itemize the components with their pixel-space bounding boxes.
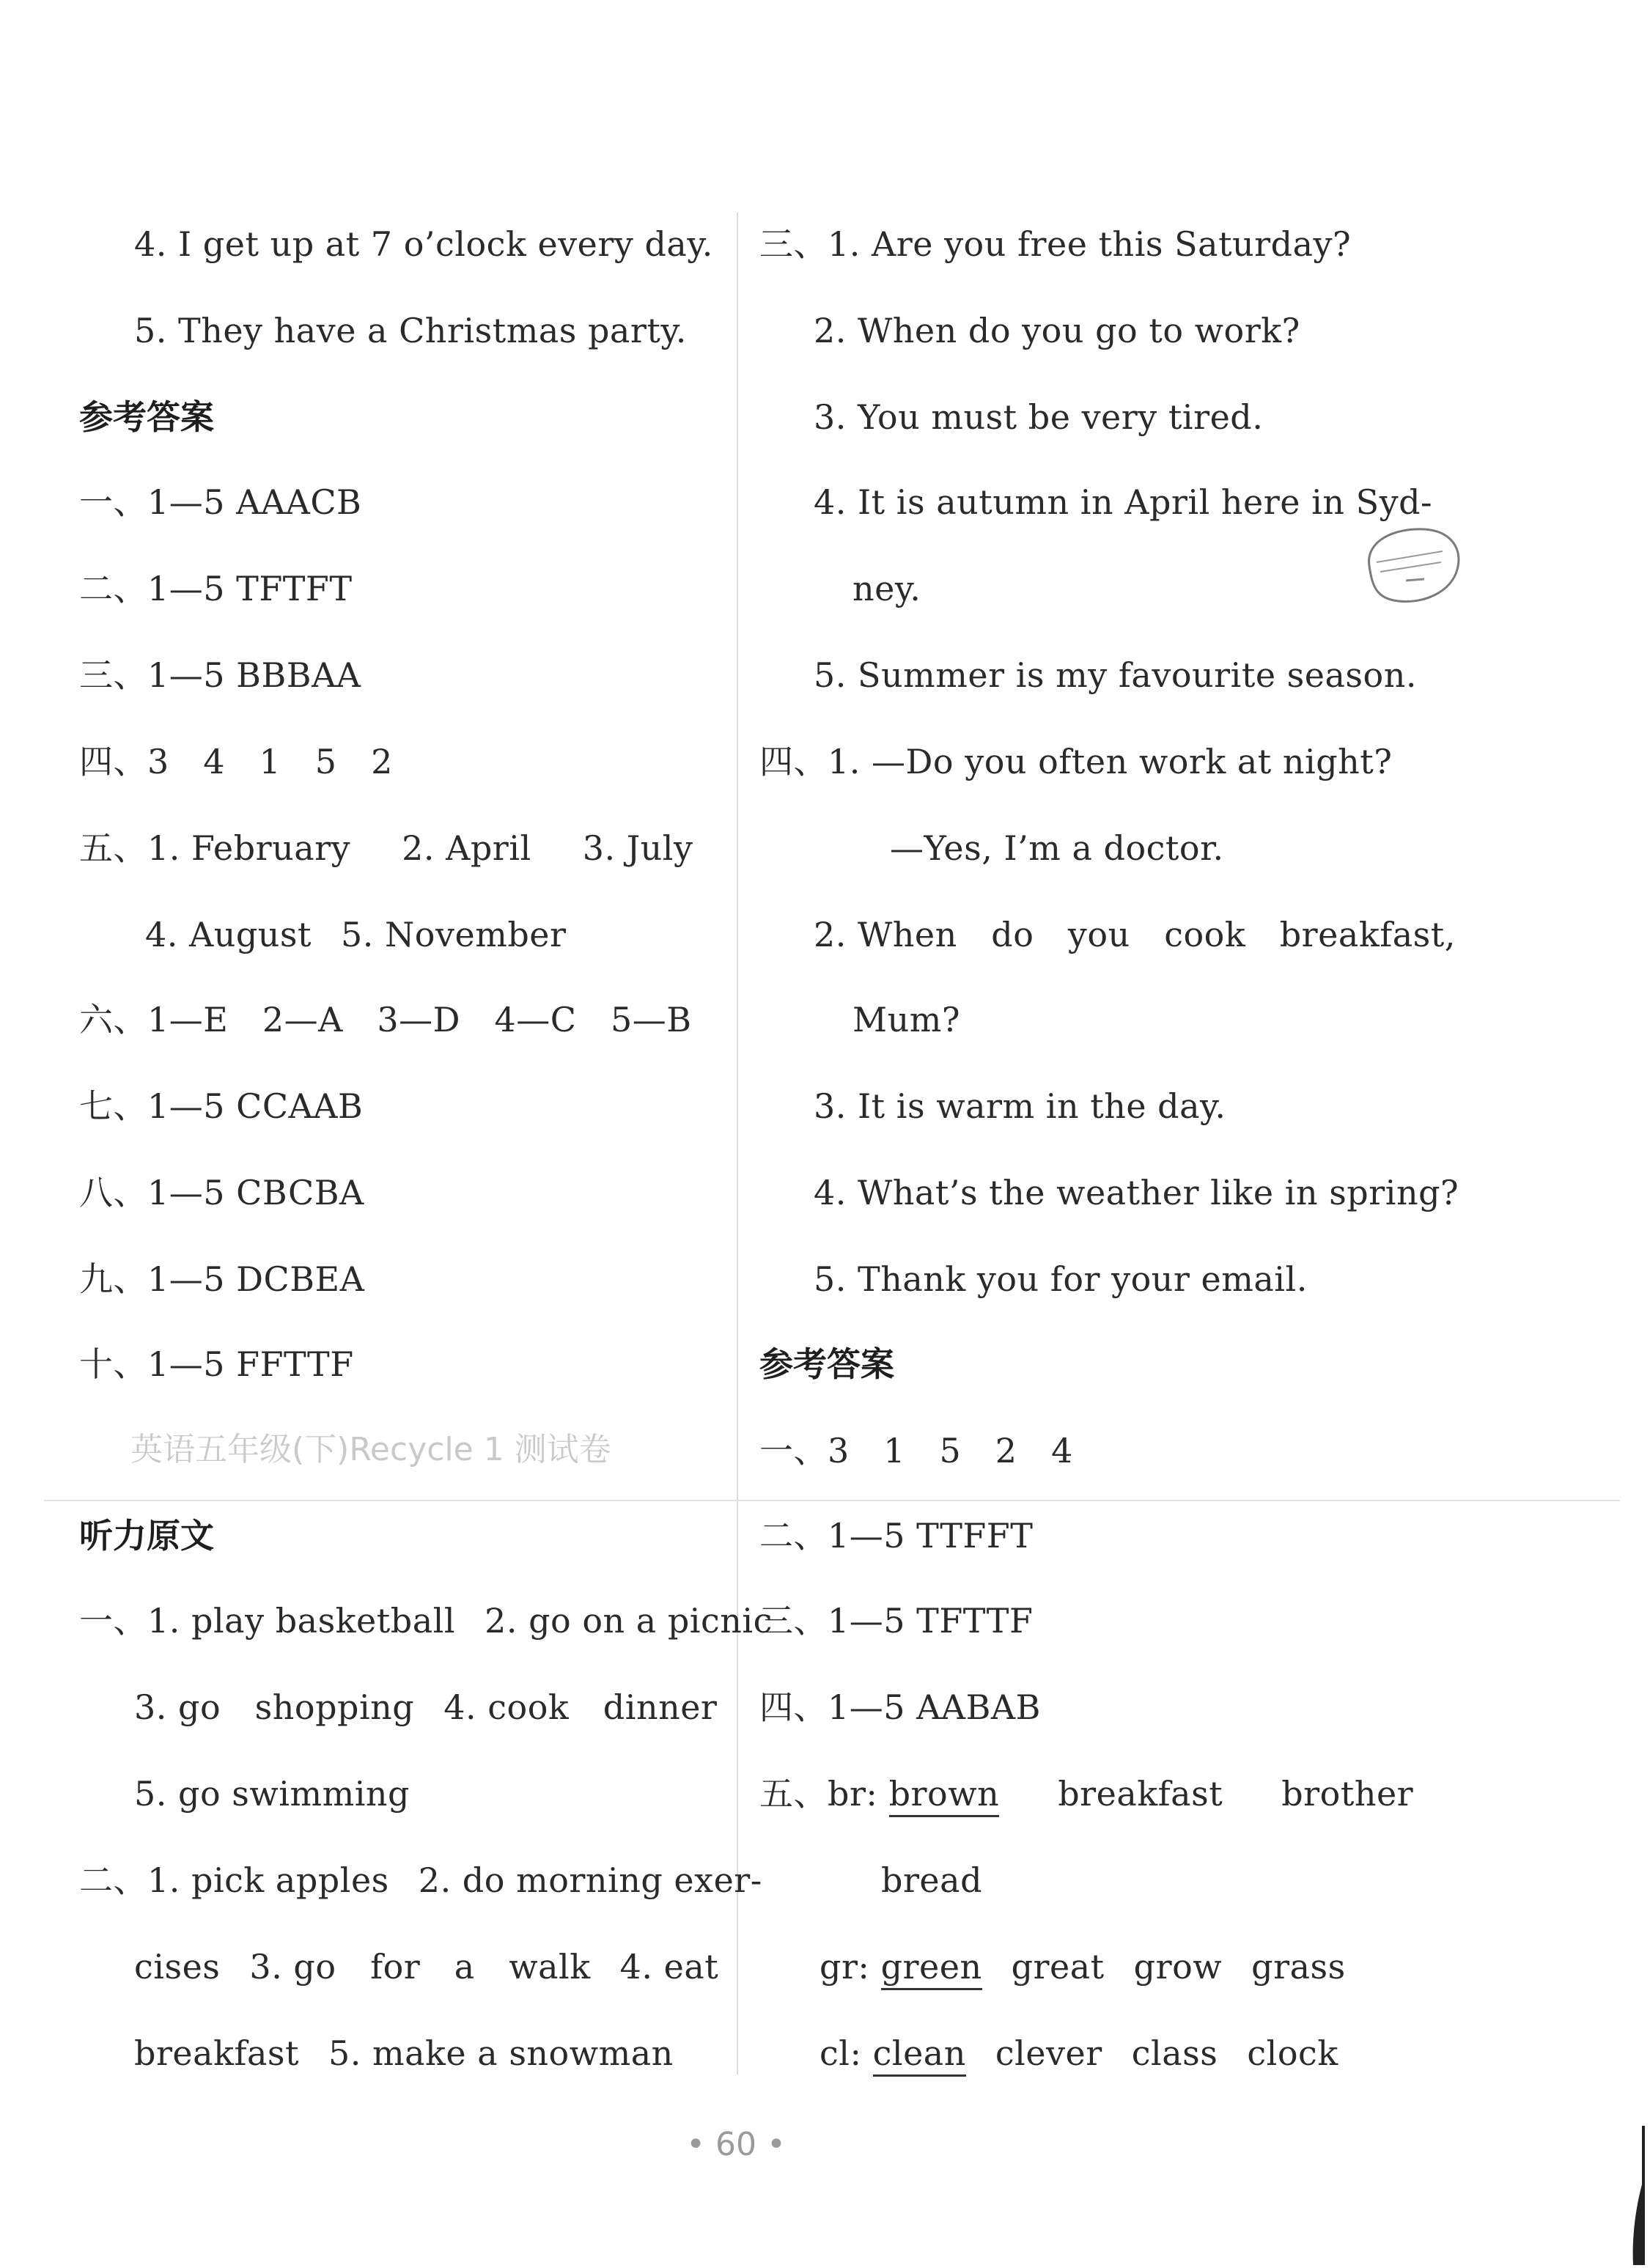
answer-5-line-2 (145, 913, 566, 956)
answer-r5-cl (820, 2032, 1338, 2074)
br-prefix: 五、br: (759, 1774, 889, 1814)
script-1-item-2: 2. go on a picnic (485, 1601, 773, 1641)
script-2-line-1 (79, 1859, 762, 1901)
stamp-icon (1355, 522, 1465, 610)
answer-r1: 一、3 1 5 2 4 (759, 1431, 1073, 1470)
scan-edge-mark (1629, 2126, 1645, 2265)
script-1-item-4: 4. cook dinner (443, 1687, 718, 1727)
script-2-item-4: 4. eat (619, 1947, 719, 1987)
gr-prefix: gr: (820, 1947, 881, 1987)
answer-10: 十、1—5 FFTTF (79, 1344, 354, 1384)
left-line-5: 5. They have a Christmas party. (134, 311, 687, 350)
answer-5-item-1: 五、1. February (79, 828, 351, 868)
answer-3: 三、1—5 BBBAA (79, 655, 361, 695)
br-word-3: brother (1281, 1774, 1414, 1814)
right-line-4: 4. It is autumn in April here in Syd- (814, 482, 1433, 522)
answer-5-line-1 (79, 827, 693, 869)
answer-5-item-4: 4. August (145, 915, 312, 954)
answer-6: 六、1—E 2—A 3—D 4—C 5—B (79, 1000, 692, 1039)
answer-8: 八、1—5 CBCBA (79, 1173, 364, 1212)
script-2-item-2: 2. do morning exer- (418, 1860, 762, 1900)
right-dialog-1-q: 四、1. —Do you often work at night? (759, 742, 1393, 781)
right-dialog-1-a: —Yes, I’m a doctor. (890, 828, 1224, 868)
br-word-4: bread (881, 1860, 983, 1900)
answer-7: 七、1—5 CCAAB (79, 1086, 364, 1126)
cl-example-word: clean (873, 2033, 966, 2077)
answer-r4: 四、1—5 AABAB (759, 1687, 1041, 1727)
left-line-4: 4. I get up at 7 o’clock every day. (134, 224, 713, 264)
gr-word-3: grow (1133, 1947, 1223, 1987)
script-2-cont-2: breakfast (134, 2033, 299, 2073)
right-dialog-5: 5. Thank you for your email. (814, 1259, 1308, 1299)
gr-word-4: grass (1251, 1947, 1346, 1987)
script-2-item-1: 二、1. pick apples (79, 1860, 389, 1900)
right-line-5: 5. Summer is my favourite season. (814, 655, 1417, 695)
script-2-line-2 (134, 1945, 718, 1988)
right-line-3: 3. You must be very tired. (814, 397, 1264, 437)
answer-9: 九、1—5 DCBEA (79, 1259, 365, 1299)
br-word-2: breakfast (1058, 1774, 1223, 1814)
answer-5-item-2: 2. April (402, 828, 531, 868)
right-dialog-2-cont: Mum? (852, 1000, 961, 1039)
right-dialog-2: 2. When do you cook breakfast, (814, 915, 1456, 954)
answer-r2: 二、1—5 TTFFT (759, 1516, 1034, 1555)
answer-5-item-5: 5. November (341, 915, 567, 954)
script-1-item-1: 一、1. play basketball (79, 1601, 456, 1641)
answer-r5-br (759, 1772, 1413, 1815)
listening-script-heading: 听力原文 (79, 1516, 214, 1555)
right-line-2: 2. When do you go to work? (814, 311, 1300, 350)
answer-r3: 三、1—5 TFTTF (759, 1601, 1034, 1641)
script-1-line-2 (134, 1686, 717, 1728)
right-dialog-4: 4. What’s the weather like in spring? (814, 1173, 1459, 1212)
cl-word-4: clock (1247, 2033, 1338, 2073)
right-dialog-3: 3. It is warm in the day. (814, 1086, 1226, 1126)
column-divider (737, 213, 738, 2074)
answer-1: 一、1—5 AAACB (79, 482, 362, 522)
script-2-item-3: 3. go for a walk (249, 1947, 591, 1987)
cl-prefix: cl: (820, 2033, 873, 2073)
gr-example-word: green (881, 1947, 982, 1990)
answer-heading-left: 参考答案 (79, 397, 214, 437)
cl-word-2: clever (995, 2033, 1102, 2073)
script-1-line-1 (79, 1599, 773, 1642)
answer-2: 二、1—5 TFTFT (79, 569, 353, 608)
right-line-4-cont: ney. (852, 569, 921, 608)
script-2-cont: cises (134, 1947, 221, 1987)
script-2-item-5: 5. make a snowman (328, 2033, 674, 2073)
answer-4: 四、3 4 1 5 2 (79, 742, 393, 781)
script-1-item-5: 5. go swimming (134, 1774, 410, 1814)
answer-5-item-3: 3. July (582, 828, 693, 868)
br-example-word: brown (889, 1774, 1000, 1817)
page-number: • 60 • (686, 2126, 786, 2163)
script-1-item-3: 3. go shopping (134, 1687, 415, 1727)
cl-word-3: class (1131, 2033, 1218, 2073)
script-2-line-3 (134, 2032, 674, 2074)
gr-word-2: great (1011, 1947, 1105, 1987)
right-line-1: 三、1. Are you free this Saturday? (759, 224, 1352, 264)
answer-heading-right: 参考答案 (759, 1344, 894, 1384)
answer-r5-gr (820, 1945, 1346, 1988)
section-title: 英语五年级(下)Recycle 1 测试卷 (130, 1431, 611, 1468)
section-divider (44, 1500, 1620, 1501)
